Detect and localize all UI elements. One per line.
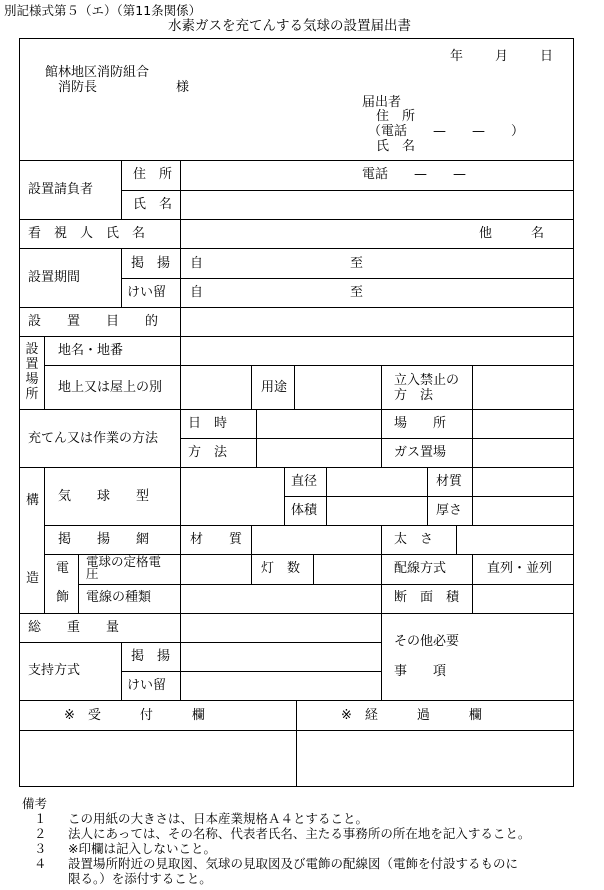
watcher-others: 他 名	[479, 226, 545, 241]
other-items-label-2: 事 項	[394, 664, 447, 679]
note-number: ４	[34, 856, 47, 871]
support-raise-label: 掲 揚	[131, 649, 171, 664]
balloon-type-label: 気 球 型	[58, 489, 150, 504]
note-text: 法人にあっては、その名称、代表者氏名、主たる事務所の所在地を記入すること。	[68, 826, 531, 841]
note-number: １	[34, 811, 47, 826]
net-size-label: 太 さ	[394, 532, 434, 547]
applicant-label: 届出者	[362, 95, 402, 110]
note-item	[22, 841, 600, 856]
progress-label: ※ 経 過 欄	[341, 708, 482, 723]
support-label: 支持方式	[28, 663, 81, 678]
purpose-label: 設 置 目 的	[28, 314, 159, 329]
note-continuation	[22, 871, 600, 886]
period-moor-from: 自	[190, 285, 204, 300]
raise-net-label: 掲 揚 網	[58, 532, 150, 547]
cross-section-label: 断 面 積	[394, 590, 460, 605]
thickness-label: 厚さ	[436, 503, 463, 518]
watcher-label: 看 視 人 氏 名	[28, 226, 146, 241]
note-item	[22, 856, 600, 871]
note-text: この用紙の大きさは、日本産業規格Ａ４とすること。	[68, 811, 369, 826]
period-raise-label: 掲 揚	[131, 256, 171, 271]
support-moor-label: けい留	[127, 678, 167, 693]
note-continuation-text: 限る。）を添付すること。	[68, 871, 212, 886]
no-entry-label: 立入禁止の方 法	[394, 373, 460, 403]
installer-address-label: 住 所	[133, 167, 173, 182]
gas-place-label: ガス置場	[394, 445, 447, 460]
period-raise-to: 至	[350, 256, 364, 271]
installer-name-label: 氏 名	[133, 197, 173, 212]
other-items-label-1: その他必要	[394, 634, 460, 649]
applicant-address: 住 所	[376, 109, 416, 124]
series-parallel-value: 直列・並列	[487, 561, 553, 576]
notes	[22, 796, 600, 886]
usage-label: 用途	[261, 380, 288, 395]
ground-roof-label: 地上又は屋上の別	[58, 380, 163, 395]
addressee-honorific: 様	[176, 80, 190, 95]
form-label: 別記様式第５（エ）（第11条関係）	[4, 3, 202, 18]
form-border	[20, 39, 574, 787]
note-number: ２	[34, 826, 47, 841]
electric-label-b: 飾	[56, 590, 70, 605]
bulb-rating-label: 電球の定格電 圧	[86, 554, 199, 581]
applicant-name: 氏 名	[376, 139, 416, 154]
period-label: 設置期間	[28, 270, 81, 285]
date-month: 月	[495, 49, 509, 64]
note-number: ３	[34, 841, 47, 856]
wire-type-label: 電線の種類	[86, 590, 152, 605]
method-label: 方 法	[188, 445, 228, 460]
note-item	[22, 826, 600, 841]
lamp-count-label: 灯 数	[261, 561, 301, 576]
installer-phone: 電話 — —	[362, 167, 467, 182]
place-vertical-label: 設置場所	[25, 342, 39, 402]
period-moor-to: 至	[350, 285, 364, 300]
period-moor-label: けい留	[127, 285, 167, 300]
total-weight-label: 総 重 量	[28, 620, 120, 635]
datetime-label: 日 時	[188, 416, 228, 431]
structure-label-b: 造	[26, 571, 40, 586]
period-raise-from: 自	[190, 256, 204, 271]
diameter-label: 直径	[291, 474, 318, 489]
addressee-org: 館林地区消防組合	[45, 65, 150, 80]
installer-label: 設置請負者	[28, 182, 94, 197]
date-year: 年	[450, 49, 464, 64]
notes-heading: 備考	[22, 796, 48, 811]
note-text: 設置場所附近の見取図、気球の見取図及び電飾の配線図（電飾を付設するものに	[68, 856, 519, 871]
addressee-chief: 消防長	[58, 80, 98, 95]
note-text: ※印欄は記入しないこと。	[68, 841, 216, 856]
place-name-label: 地名・地番	[58, 343, 124, 358]
material-q-label: 材質	[436, 474, 463, 489]
electric-label-a: 電	[56, 561, 70, 576]
filling-method-label: 充てん又は作業の方法	[28, 431, 159, 446]
structure-label-a: 構	[26, 493, 40, 508]
date-day: 日	[540, 49, 554, 64]
location-label: 場 所	[394, 416, 447, 431]
wiring-label: 配線方式	[394, 561, 447, 576]
reception-label: ※ 受 付 欄	[64, 708, 205, 723]
page-title: 水素ガスを充てんする気球の設置届出書	[168, 18, 411, 34]
applicant-phone: （電話 — — ）	[368, 124, 525, 139]
net-material-label: 材 質	[190, 532, 243, 547]
note-item	[22, 811, 600, 826]
volume-label: 体積	[291, 503, 318, 518]
